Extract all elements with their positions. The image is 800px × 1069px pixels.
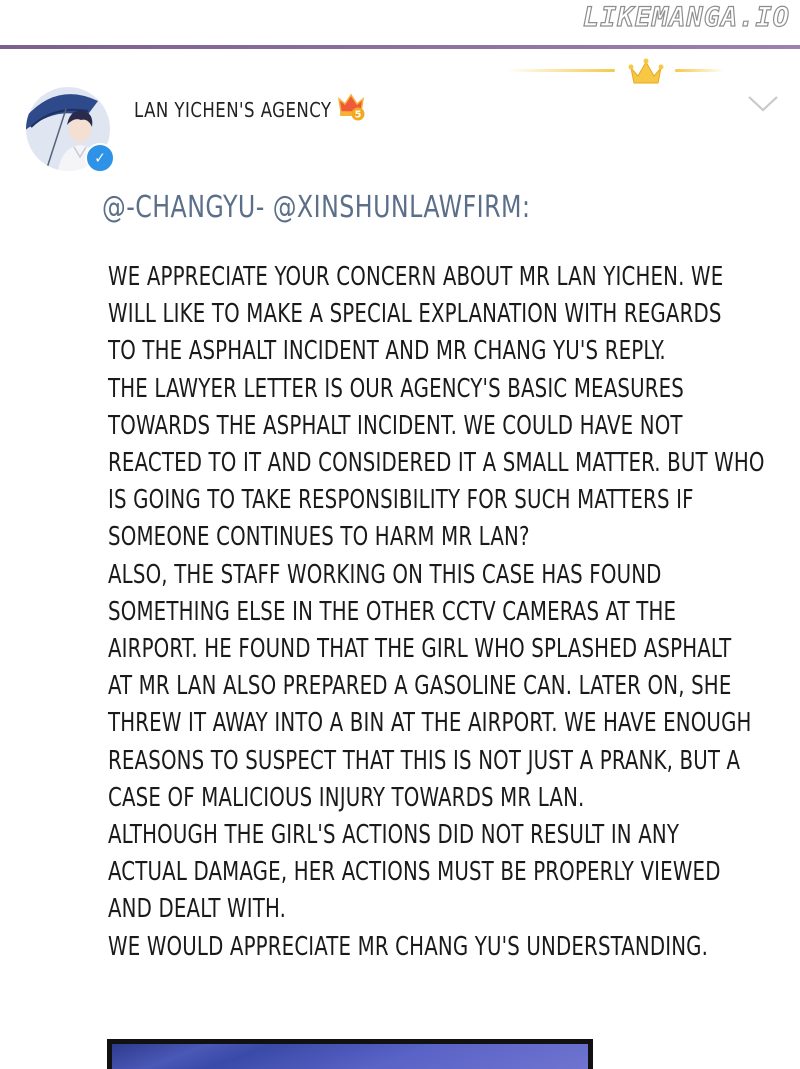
next-panel-image	[107, 1039, 593, 1069]
post-line: TOWARDS THE ASPHALT INCIDENT. WE COULD HAVE NOT	[108, 410, 683, 441]
post-line: AIRPORT. HE FOUND THAT THE GIRL WHO SPLASHED ASPHALT	[108, 634, 732, 665]
vip-badge-icon	[336, 92, 366, 122]
next-panel-art	[112, 1044, 588, 1069]
post-line: AT MR LAN ALSO PREPARED A GASOLINE CAN. LATER ON, SHE	[108, 671, 732, 702]
post-line: SOMEONE CONTINUES TO HARM MR LAN?	[108, 522, 530, 553]
account-name[interactable]: LAN YICHEN'S AGENCY	[134, 98, 332, 122]
decor-gold-line-right	[675, 69, 725, 72]
crown-icon	[627, 56, 665, 88]
post-line: ACTUAL DAMAGE, HER ACTIONS MUST BE PROPERLY VIEWED	[108, 857, 721, 888]
post-body	[108, 259, 765, 966]
chevron-down-icon[interactable]	[746, 92, 780, 116]
post-line: REASONS TO SUSPECT THAT THIS IS NOT JUST A PRANK, BUT A	[108, 745, 741, 776]
post-line: WILL LIKE TO MAKE A SPECIAL EXPLANATION WITH REGARDS	[108, 299, 722, 330]
post-line: WE WOULD APPRECIATE MR CHANG YU'S UNDERSTANDING.	[108, 931, 709, 962]
decor-gold-line-left	[505, 69, 615, 72]
post-line: AND DEALT WITH.	[108, 894, 287, 925]
post-line: REACTED TO IT AND CONSIDERED IT A SMALL MATTER. BUT WHO	[108, 448, 765, 479]
vip-level: 5	[354, 109, 362, 121]
watermark: LIKEMANGA.IO	[582, 2, 790, 33]
post-line: CASE OF MALICIOUS INJURY TOWARDS MR LAN.	[108, 782, 585, 813]
post-line: TO THE ASPHALT INCIDENT AND MR CHANG YU'S REPLY.	[108, 336, 666, 367]
post-line: THREW IT AWAY INTO A BIN AT THE AIRPORT. WE HAVE ENOUGH	[108, 708, 752, 739]
post-line: ALSO, THE STAFF WORKING ON THIS CASE HAS FOUND	[108, 559, 662, 590]
verified-icon: ✓	[85, 143, 115, 173]
header-divider	[0, 45, 800, 49]
post-line: ALTHOUGH THE GIRL'S ACTIONS DID NOT RESULT IN ANY	[108, 820, 680, 851]
post-line: SOMETHING ELSE IN THE OTHER CCTV CAMERAS AT THE	[108, 596, 677, 627]
post-line: WE APPRECIATE YOUR CONCERN ABOUT MR LAN YICHEN. WE	[108, 262, 724, 292]
mentions[interactable]: @-CHANGYU- @XINSHUNLAWFIRM:	[102, 190, 531, 225]
post-line: THE LAWYER LETTER IS OUR AGENCY'S BASIC MEASURES	[108, 373, 685, 404]
post-line: IS GOING TO TAKE RESPONSIBILITY FOR SUCH MATTERS IF	[108, 485, 694, 516]
